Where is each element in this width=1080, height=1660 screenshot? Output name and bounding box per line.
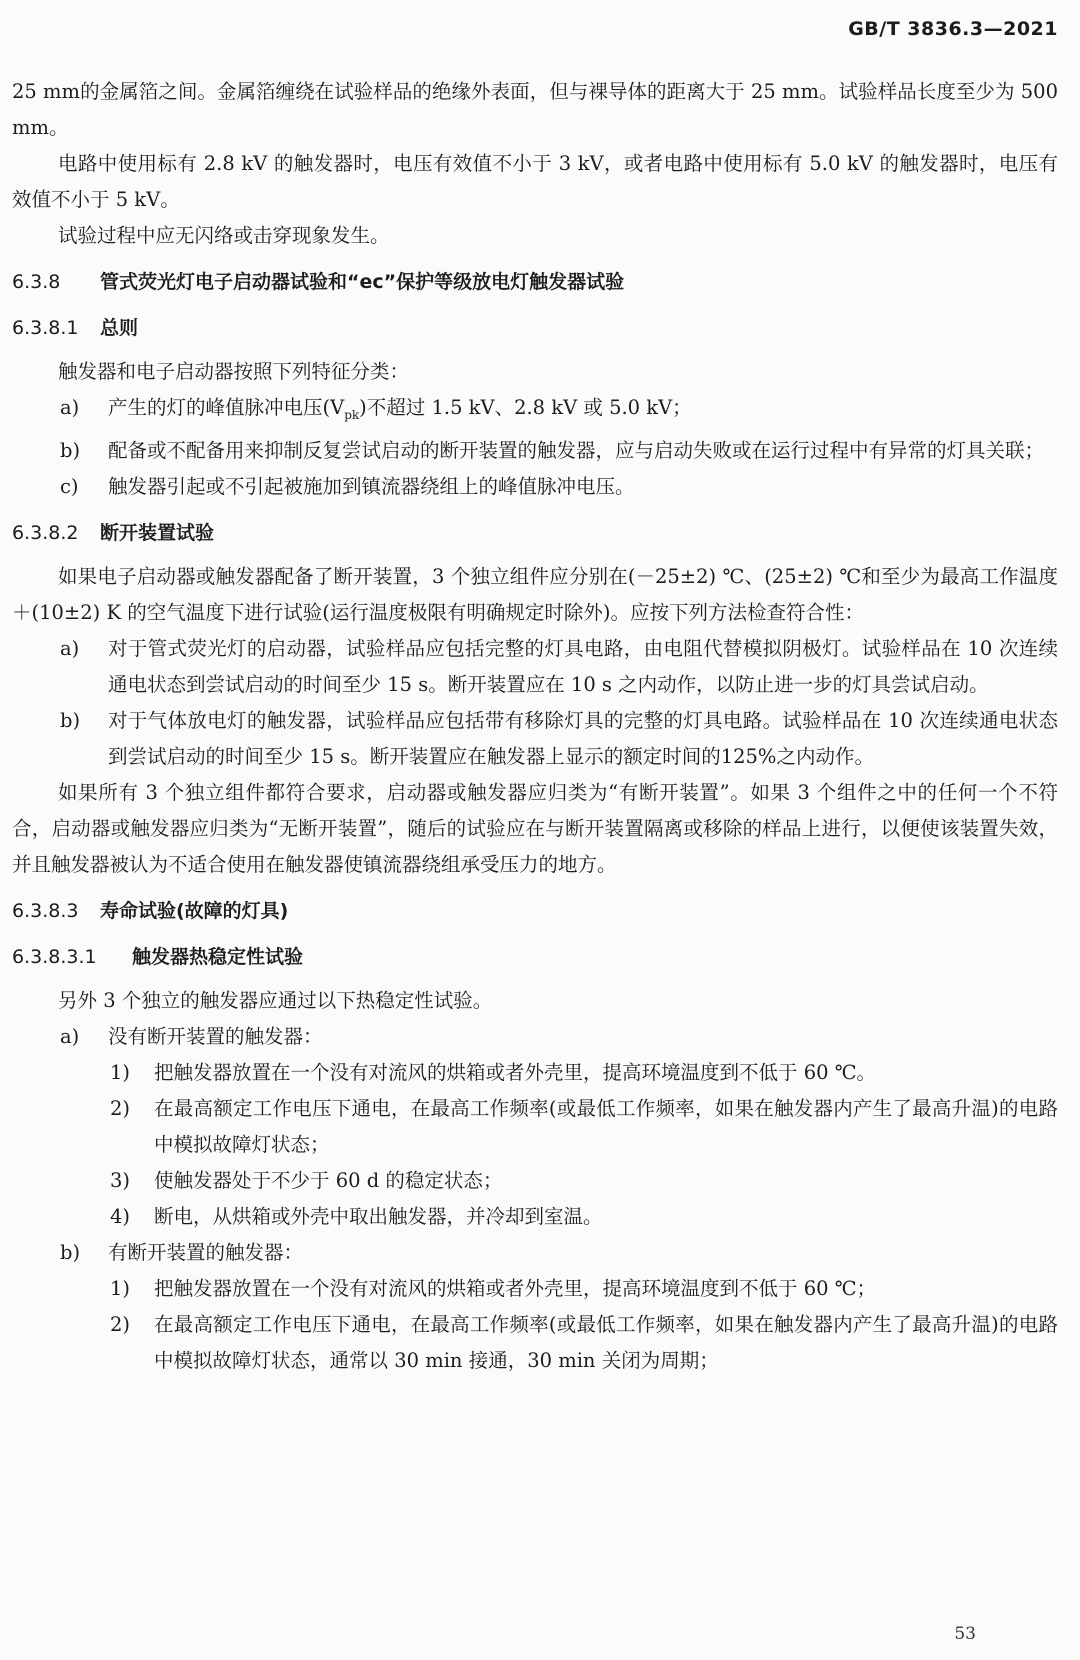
paragraph-continuation: 25 mm的金属箔之间。金属箔缠绕在试验样品的绝缘外表面，但与裸导体的距离大于 25 mm。试验样品长度至少为 500 mm。: [12, 80, 1058, 139]
list-marker: a): [60, 1024, 80, 1048]
sub-list-item: [12, 1199, 1058, 1235]
list-marker: 3): [110, 1168, 131, 1192]
section-heading-6-3-8-3-1: [12, 939, 1058, 975]
section-number: 6.3.8.3: [12, 899, 79, 922]
section-heading-6-3-8-3: [12, 893, 1058, 929]
section-title: 触发器热稳定性试验: [132, 945, 304, 968]
list-item: [12, 631, 1058, 703]
section-heading-6-3-8-1: [12, 310, 1058, 346]
section-title: 管式荧光灯电子启动器试验和“ec”保护等级放电灯触发器试验: [100, 271, 625, 293]
section-title: 寿命试验(故障的灯具): [100, 899, 289, 922]
list-marker: b): [60, 708, 81, 732]
list-item-text: 对于气体放电灯的触发器，试验样品应包括带有移除灯具的完整的灯具电路。试验样品在 10 次连续通电状态到尝试启动的时间至少 15 s。断开装置应在触发器上显示的额定时间的125%之内动作。: [108, 708, 1058, 768]
section-title: 总则: [100, 317, 139, 339]
standard-code: GB/T 3836.3—2021: [848, 18, 1058, 40]
paragraph-cutoff-intro: 如果电子启动器或触发器配备了断开装置，3 个独立组件应分别在(－25±2) ℃、(25±2) ℃和至少为最高工作温度＋(10±2) K 的空气温度下进行试验(运行温度极限有明确规定时除外)。应按下列方法检查符合性：: [12, 564, 1058, 624]
sub-list-item: [12, 1163, 1058, 1199]
list-marker: c): [60, 474, 79, 498]
section-number: 6.3.8: [12, 271, 61, 293]
list-item-text: 产生的灯的峰值脉冲电压(V: [108, 396, 345, 419]
list-item-text: 有断开装置的触发器：: [108, 1240, 304, 1264]
list-marker: 2): [110, 1312, 131, 1336]
section-number: 6.3.8.2: [12, 521, 79, 544]
page-number: 53: [954, 1624, 976, 1644]
sub-list-item: [12, 1091, 1058, 1163]
list-item-text: )不超过 1.5 kV、2.8 kV 或 5.0 kV；: [359, 396, 692, 419]
list-marker: 2): [110, 1096, 131, 1120]
paragraph-cutoff-result: 如果所有 3 个独立组件都符合要求，启动器或触发器应归类为“有断开装置”。如果 3 个组件之中的任何一个不符合，启动器或触发器应归类为“无断开装置”，随后的试验应在与断开装置隔离或移除的样品上进行，以便使该装置失效，并且触发器被认为不适合使用在触发器使镇流器绕组承受压力的地方。: [12, 780, 1058, 876]
list-item-text: 对于管式荧光灯的启动器，试验样品应包括完整的灯具电路，由电阻代替模拟阴极灯。试验样品在 10 次连续通电状态到尝试启动的时间至少 15 s。断开装置应在 10 s 之内动作，以防止进一步的灯具尝试启动。: [108, 636, 1058, 696]
section-title: 断开装置试验: [100, 521, 215, 544]
list-marker: b): [60, 1240, 81, 1264]
page-content: [12, 74, 1058, 1379]
list-item-text: 没有断开装置的触发器：: [108, 1024, 323, 1048]
sub-list-item: [12, 1271, 1058, 1307]
list-marker: a): [60, 396, 80, 419]
paragraph-voltage: 电路中使用标有 2.8 kV 的触发器时，电压有效值不小于 3 kV，或者电路中使用标有 5.0 kV 的触发器时，电压有效值不小于 5 kV。: [12, 152, 1058, 211]
paragraph-classification-intro: 触发器和电子启动器按照下列特征分类：: [58, 360, 410, 383]
sub-list-item: [12, 1307, 1058, 1379]
list-item-text: 配备或不配备用来抑制反复尝试启动的断开装置的触发器，应与启动失败或在运行过程中有异常的灯具关联；: [108, 438, 1045, 462]
list-item-text: 把触发器放置在一个没有对流风的烘箱或者外壳里，提高环境温度到不低于 60 ℃。: [154, 1060, 877, 1084]
list-marker: 1): [110, 1060, 131, 1084]
subscript-pk: pk: [344, 407, 360, 422]
list-marker: 1): [110, 1276, 131, 1300]
list-marker: a): [60, 636, 80, 660]
list-item: [12, 1019, 1058, 1055]
list-item: [12, 390, 1058, 433]
list-marker: b): [60, 438, 81, 462]
list-marker: 4): [110, 1204, 131, 1228]
sub-list-item: [12, 1055, 1058, 1091]
list-item: [12, 703, 1058, 775]
paragraph-thermal-intro: 另外 3 个独立的触发器应通过以下热稳定性试验。: [58, 988, 493, 1012]
list-item-text: 使触发器处于不少于 60 d 的稳定状态；: [154, 1168, 503, 1192]
list-item-text: 把触发器放置在一个没有对流风的烘箱或者外壳里，提高环境温度到不低于 60 ℃；: [154, 1276, 877, 1300]
list-item-text: 在最高额定工作电压下通电，在最高工作频率(或最低工作频率，如果在触发器内产生了最高升温)的电路中模拟故障灯状态，通常以 30 min 接通，30 min 关闭为周期；: [154, 1312, 1058, 1372]
list-item: [12, 433, 1058, 469]
list-item-text: 断电，从烘箱或外壳中取出触发器，并冷却到室温。: [154, 1204, 603, 1228]
list-item-text: 触发器引起或不引起被施加到镇流器绕组上的峰值脉冲电压。: [108, 474, 635, 498]
section-heading-6-3-8: [12, 264, 1058, 300]
paragraph-no-flashover: 试验过程中应无闪络或击穿现象发生。: [58, 224, 390, 247]
list-item-text: 在最高额定工作电压下通电，在最高工作频率(或最低工作频率，如果在触发器内产生了最高升温)的电路中模拟故障灯状态；: [154, 1096, 1058, 1156]
section-number: 6.3.8.3.1: [12, 945, 97, 968]
section-number: 6.3.8.1: [12, 317, 79, 339]
list-item: [12, 469, 1058, 505]
list-item: [12, 1235, 1058, 1271]
section-heading-6-3-8-2: [12, 515, 1058, 551]
